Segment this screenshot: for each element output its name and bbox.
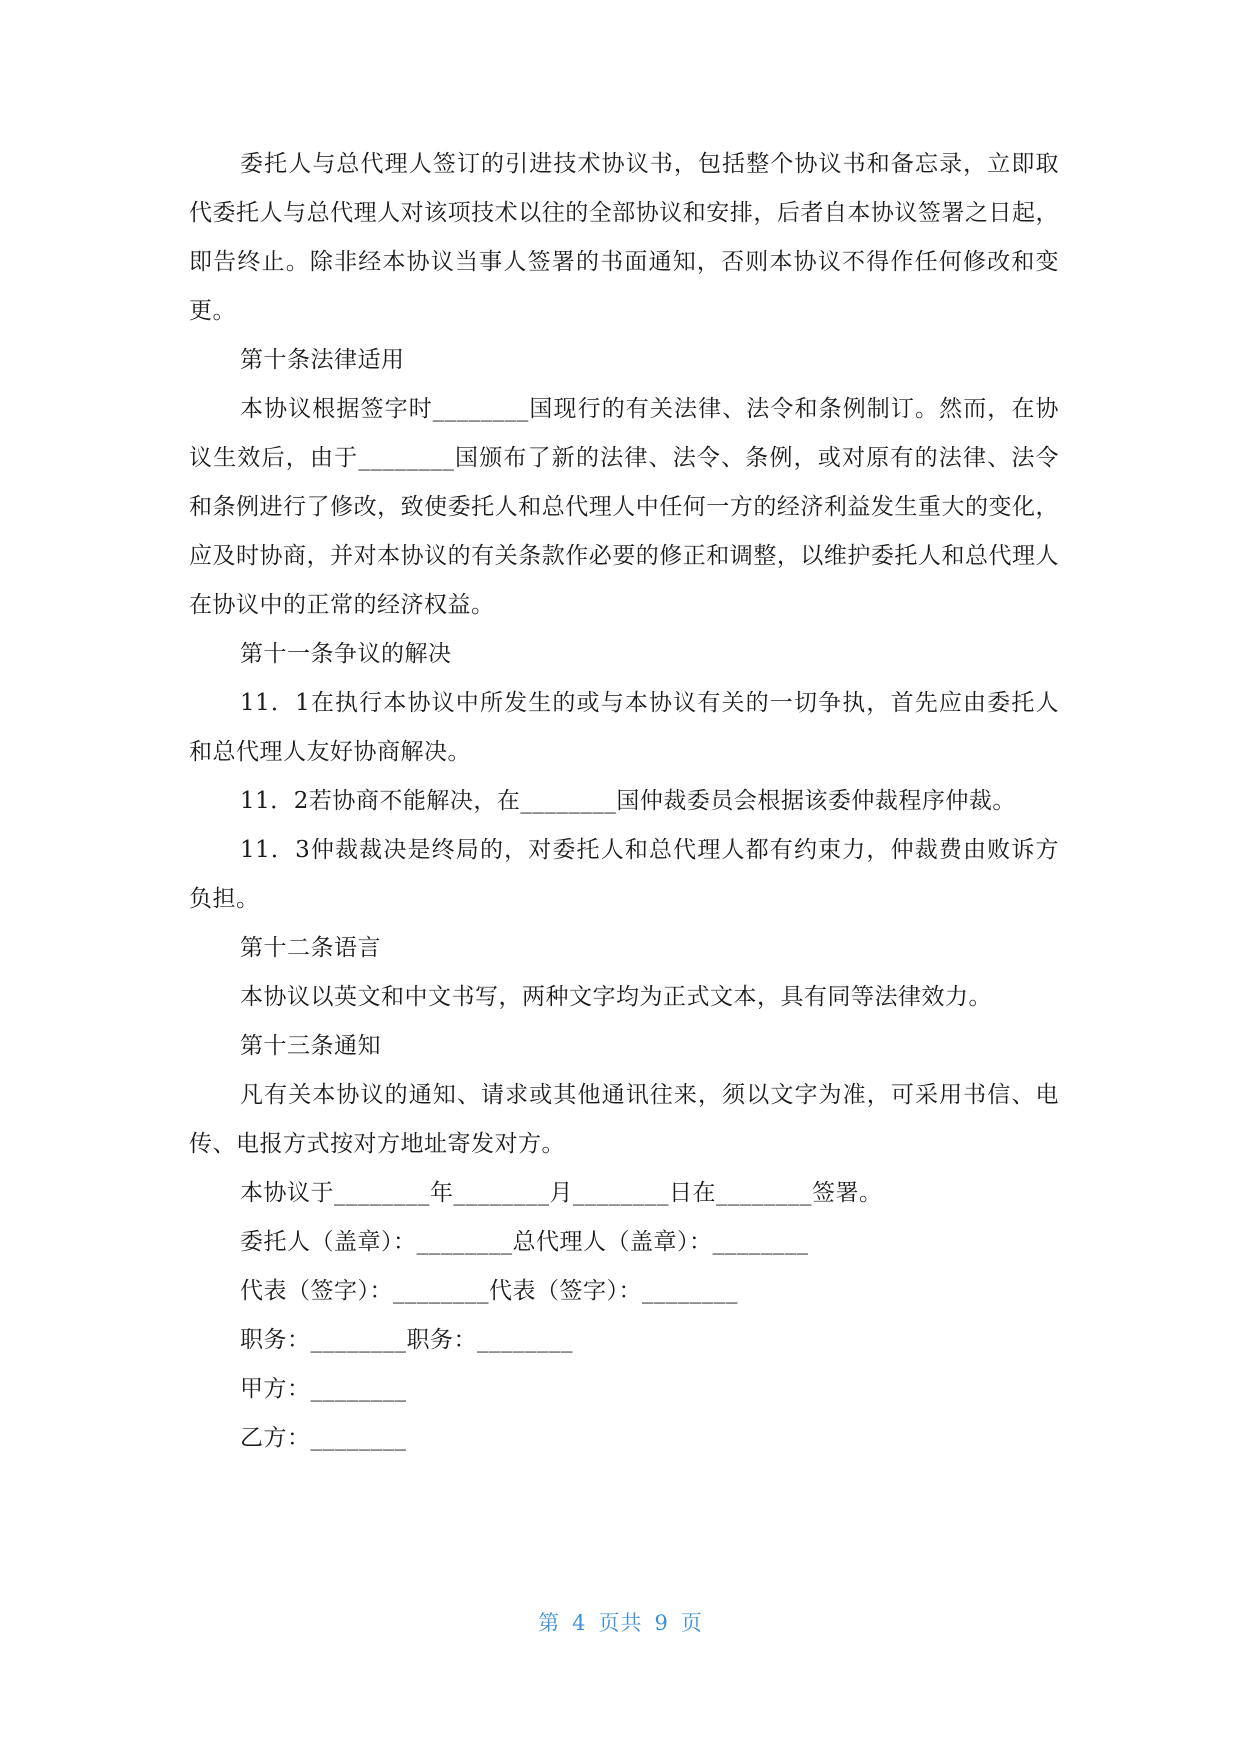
paragraph-signing-date: 本协议于________年________月________日在________签署。 <box>240 1180 883 1206</box>
heading-article-12: 第十二条语言 <box>240 935 381 961</box>
page-footer <box>0 1607 1241 1637</box>
heading-article-11: 第十一条争议的解决 <box>240 641 452 667</box>
paragraph-notices: 凡有关本协议的通知、请求或其他通讯往来，须以文字为准，可采用书信、电传、电报方式按对方地址寄发对方。 <box>189 1082 1059 1157</box>
paragraph-11-2: 11．2若协商不能解决，在________国仲裁委员会根据该委仲裁程序仲裁。 <box>240 788 1016 814</box>
paragraph-language: 本协议以英文和中文书写，两种文字均为正式文本，具有同等法律效力。 <box>240 984 992 1010</box>
footer-total-pages: 9 <box>654 1611 669 1635</box>
paragraph-11-3: 11．3仲裁裁决是终局的，对委托人和总代理人都有约束力，仲裁费由败诉方负担。 <box>189 837 1059 912</box>
paragraph-applicable-law: 本协议根据签字时________国现行的有关法律、法令和条例制订。然而，在协议生效后，由于________国颁布了新的法律、法令、条例，或对原有的法律、法令和条例进行了修改，致使委托人和总代理人中任何一方的经济利益发生重大的变化，应及时协商，并对本协议的有关条款作必要的修正和调整，以维护委托人和总代理人在协议中的正常的经济权益。 <box>189 396 1059 618</box>
document-body <box>189 140 1059 1463</box>
signature-title-line: 职务：________职务：________ <box>240 1327 573 1353</box>
footer-middle: 页共 <box>598 1611 643 1635</box>
party-a-line: 甲方：________ <box>240 1376 407 1402</box>
heading-article-13: 第十三条通知 <box>240 1033 381 1059</box>
footer-prefix: 第 <box>538 1611 561 1635</box>
footer-suffix: 页 <box>680 1611 703 1635</box>
paragraph-supersession: 委托人与总代理人签订的引进技术协议书，包括整个协议书和备忘录，立即取代委托人与总代理人对该项技术以往的全部协议和安排，后者自本协议签署之日起，即告终止。除非经本协议当事人签署的书面通知，否则本协议不得作任何修改和变更。 <box>189 151 1059 324</box>
party-b-line: 乙方：________ <box>240 1425 407 1451</box>
signature-representative-line: 代表（签字）：________代表（签字）：________ <box>240 1278 738 1304</box>
heading-article-10: 第十条法律适用 <box>240 347 405 373</box>
signature-seal-line: 委托人（盖章）：________总代理人（盖章）：________ <box>240 1229 809 1255</box>
footer-page-number: 4 <box>572 1611 587 1635</box>
paragraph-11-1: 11．1在执行本协议中所发生的或与本协议有关的一切争执，首先应由委托人和总代理人友好协商解决。 <box>189 690 1059 765</box>
